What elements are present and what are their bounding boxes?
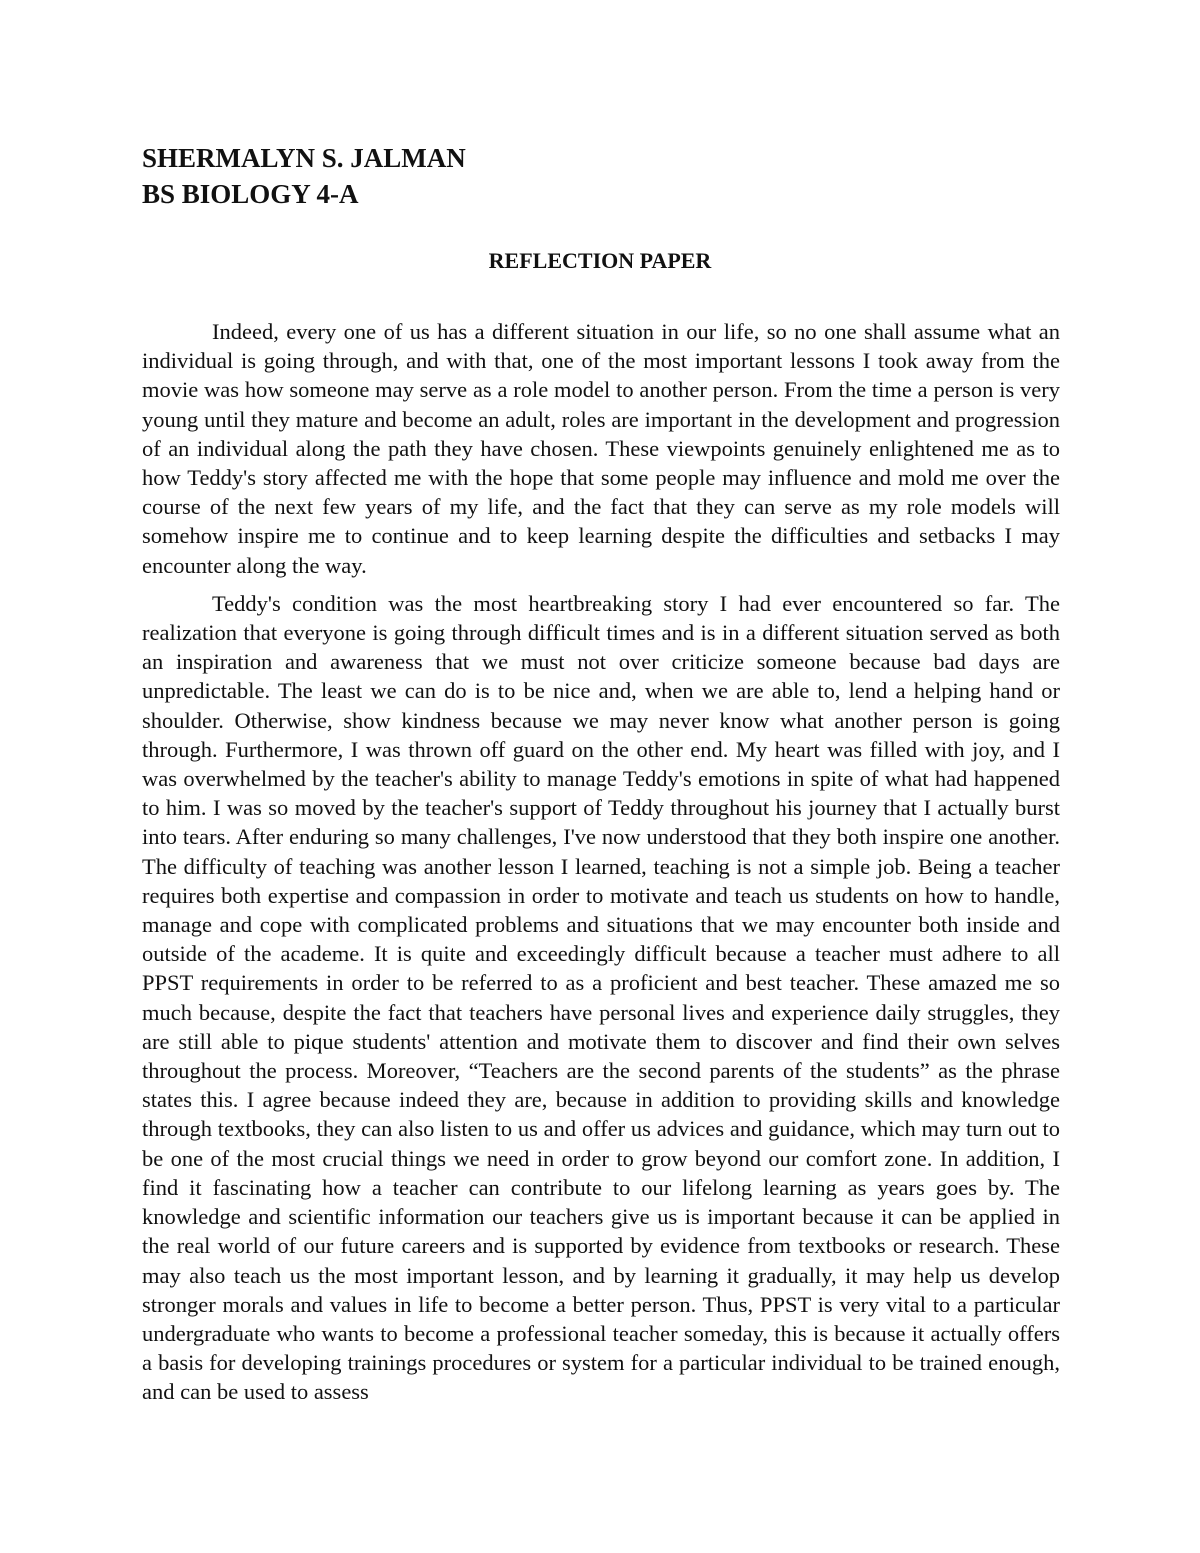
paper-body xyxy=(142,317,1060,1407)
paper-title: REFLECTION PAPER xyxy=(488,248,712,273)
author-header xyxy=(142,140,466,212)
author-course: BS BIOLOGY 4-A xyxy=(142,179,359,209)
paragraph-2: Teddy's condition was the most heartbreaking story I had ever encountered so far. The realization that everyone is going through difficult times and is in a different situation served as both an inspiration and awareness that we must not over criticize someone because bad days are unpredictable. The least we can do is to be nice and, when we are able to, lend a helping hand or shoulder. Otherwise, show kindness because we may never know what another person is going through. Furthermore, I was thrown off guard on the other end. My heart was filled with joy, and I was overwhelmed by the teacher's ability to manage Teddy's emotions in spite of what had happened to him. I was so moved by the teacher's support of Teddy throughout his journey that I actually burst into tears. After enduring so many challenges, I've now understood that they both inspire one another. The difficulty of teaching was another lesson I learned, teaching is not a simple job. Being a teacher requires both expertise and compassion in order to motivate and teach us students on how to handle, manage and cope with complicated problems and situations that we may encounter both inside and outside of the academe. It is quite and exceedingly difficult because a teacher must adhere to all PPST requirements in order to be referred to as a proficient and best teacher. These amazed me so much because, despite the fact that teachers have personal lives and experience daily struggles, they are still able to pique students' attention and motivate them to discover and find their own selves throughout the process. Moreover, “Teachers are the second parents of the students” as the phrase states this. I agree because indeed they are, because in addition to providing skills and knowledge through textbooks, they can also listen to us and offer us advices and guidance, which may turn out to be one of the most crucial things we need in order to grow beyond our comfort zone. In addition, I find it fascinating how a teacher can contribute to our lifelong learning as years goes by. The knowledge and scientific information our teachers give us is important because it can be applied in the real world of our future careers and is supported by evidence from textbooks or research. These may also teach us the most important lesson, and by learning it gradually, it may help us develop stronger morals and values in life to become a better person. Thus, PPST is very vital to a particular undergraduate who wants to become a professional teacher someday, this is because it actually offers a basis for developing trainings procedures or system for a particular individual to be trained enough, and can be used to assess xyxy=(142,590,1060,1405)
paragraph-1: Indeed, every one of us has a different situation in our life, so no one shall assume what an individual is going through, and with that, one of the most important lessons I took away from the movie was how someone may serve as a role model to another person. From the time a person is very young until they mature and become an adult, roles are important in the development and progression of an individual along the path they have chosen. These viewpoints genuinely enlightened me as to how Teddy's story affected me with the hope that some people may influence and mold me over the course of the next few years of my life, and the fact that they can serve as my role models will somehow inspire me to continue and to keep learning despite the difficulties and setbacks I may encounter along the way. xyxy=(142,319,1060,578)
author-name: SHERMALYN S. JALMAN xyxy=(142,143,466,173)
